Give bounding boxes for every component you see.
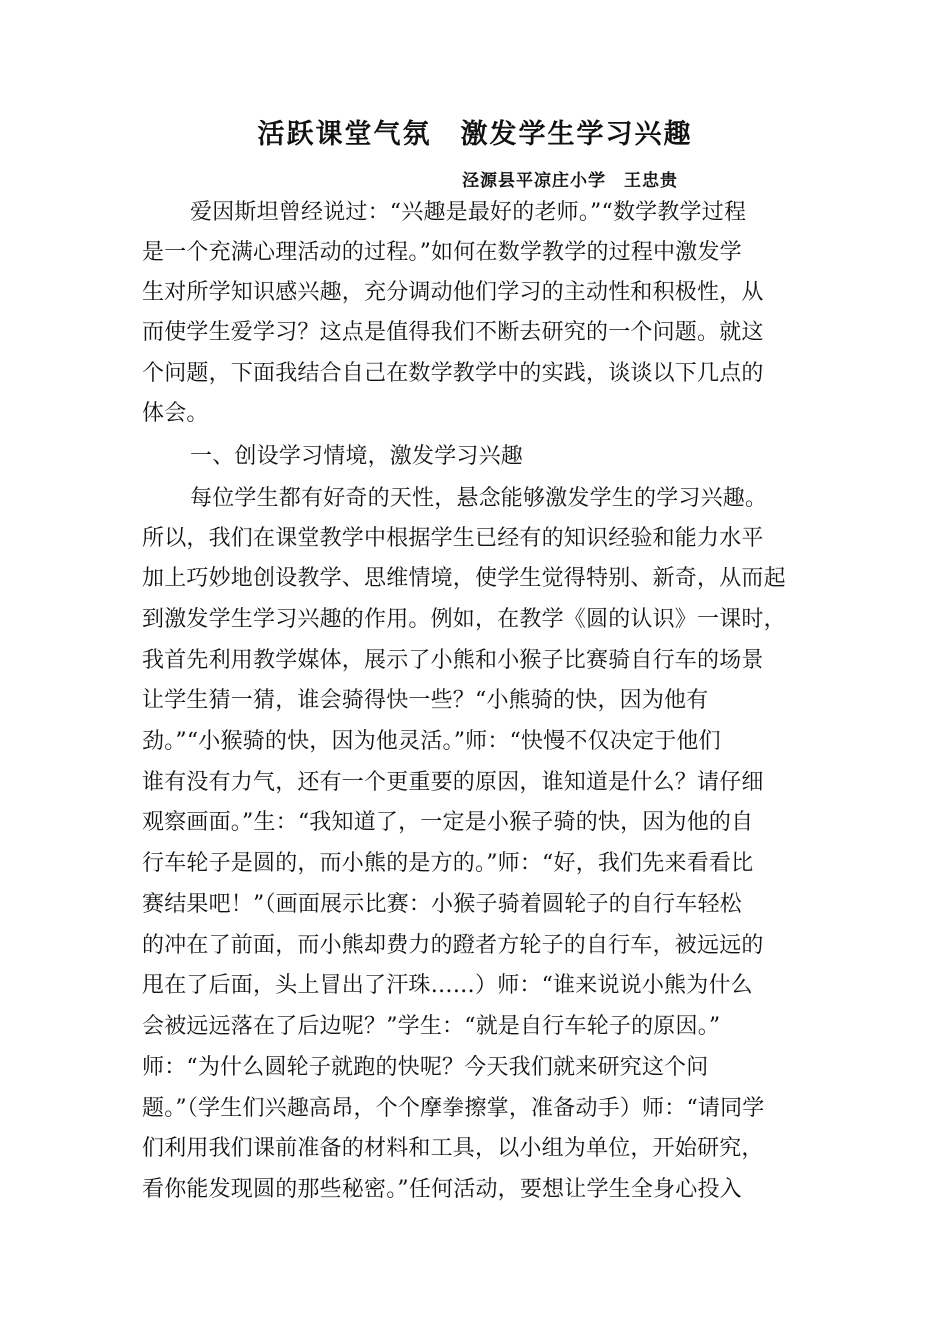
paragraph-line: 个问题，下面我结合自己在数学教学中的实践，谈谈以下几点的 xyxy=(142,361,764,386)
paragraph-line: 们利用我们课前准备的材料和工具，以小组为单位，开始研究， xyxy=(142,1136,764,1161)
paragraph-line: 体会。 xyxy=(142,401,209,426)
section-heading: 一、创设学习情境，激发学习兴趣 xyxy=(190,444,524,469)
paragraph-line: 我首先利用教学媒体，展示了小熊和小猴子比赛骑自行车的场景 xyxy=(142,648,764,673)
paragraph-line: 行车轮子是圆的，而小熊的是方的。”师：“好，我们先来看看比 xyxy=(142,851,754,876)
document-title: 活跃课堂气氛 激发学生学习兴趣 xyxy=(257,119,693,150)
paragraph-line: 的冲在了前面，而小熊却费力的蹬者方轮子的自行车，被远远的 xyxy=(142,933,764,958)
paragraph-line: 加上巧妙地创设教学、思维情境，使学生觉得特别、新奇，从而起 xyxy=(142,566,786,591)
paragraph-line: 而使学生爱学习？这点是值得我们不断去研究的一个问题。就这 xyxy=(142,320,764,345)
paragraph-line: 观察画面。”生：“我知道了，一定是小猴子骑的快，因为他的自 xyxy=(142,810,754,835)
paragraph-line: 生对所学知识感兴趣，充分调动他们学习的主动性和积极性，从 xyxy=(142,280,764,305)
paragraph-line: 到激发学生学习兴趣的作用。例如，在教学《圆的认识》一课时， xyxy=(142,607,786,632)
author-line: 泾源县平凉庄小学 王忠贵 xyxy=(462,171,678,191)
paragraph-line: 谁有没有力气，还有一个更重要的原因，谁知道是什么？请仔细 xyxy=(142,770,764,795)
paragraph-line: 劲。”“小猴骑的快，因为他灵活。”师：“快慢不仅决定于他们 xyxy=(142,729,721,754)
paragraph-line: 赛结果吧！”（画面展示比赛：小猴子骑着圆轮子的自行车轻松 xyxy=(142,892,742,917)
paragraph-line: 师：“为什么圆轮子就跑的快呢？今天我们就来研究这个问 xyxy=(142,1055,709,1080)
paragraph-line: 甩在了后面，头上冒出了汗珠……）师：“谁来说说小熊为什么 xyxy=(142,973,753,998)
paragraph-line: 爱因斯坦曾经说过：“兴趣是最好的老师。”“数学教学过程 xyxy=(190,200,747,225)
paragraph-line: 题。”（学生们兴趣高昂，个个摩拳擦掌，准备动手）师：“请同学 xyxy=(142,1096,765,1121)
paragraph-line: 让学生猜一猜，谁会骑得快一些？“小熊骑的快，因为他有 xyxy=(142,688,709,713)
paragraph-line: 所以，我们在课堂教学中根据学生已经有的知识经验和能力水平 xyxy=(142,526,764,551)
paragraph-line: 看你能发现圆的那些秘密。”任何活动，要想让学生全身心投入 xyxy=(142,1177,742,1202)
paragraph-line: 是一个充满心理活动的过程。”如何在数学教学的过程中激发学 xyxy=(142,240,742,265)
paragraph-line: 会被远远落在了后边呢？”学生：“就是自行车轮子的原因。” xyxy=(142,1014,721,1039)
paragraph-line: 每位学生都有好奇的天性，悬念能够激发学生的学习兴趣。 xyxy=(190,486,768,511)
